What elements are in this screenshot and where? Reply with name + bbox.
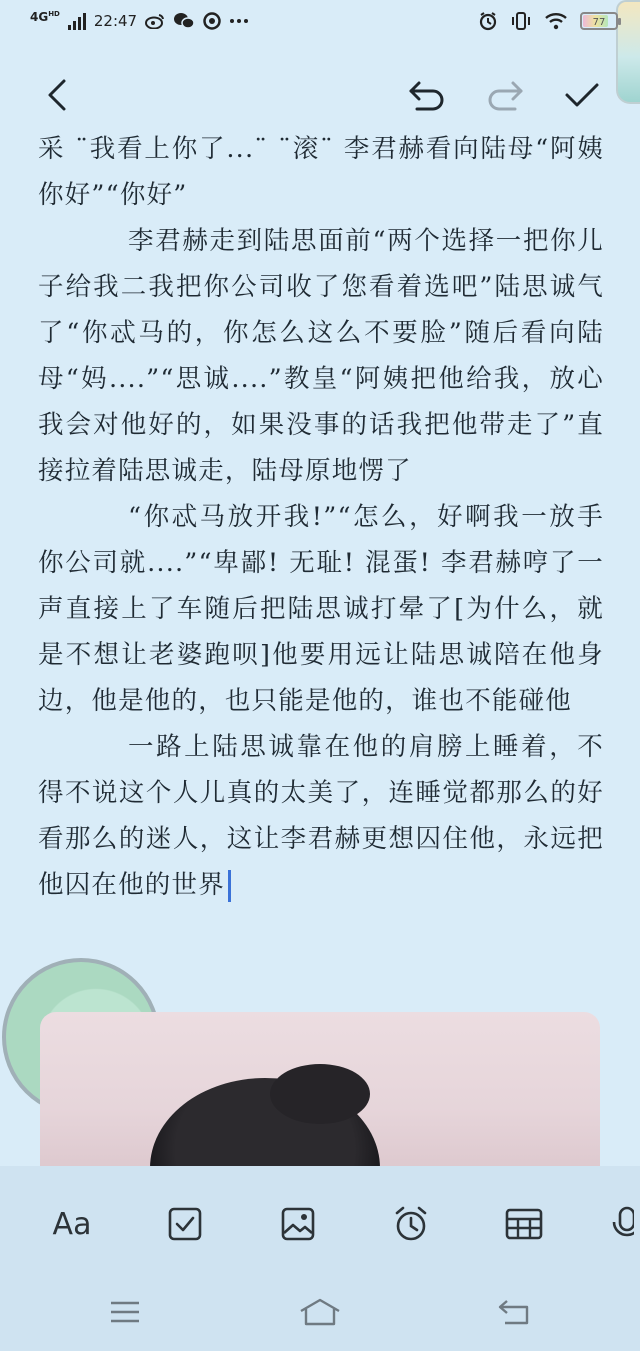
reminder-button[interactable] — [383, 1200, 439, 1248]
microphone-icon — [604, 1206, 634, 1242]
menu-nav-button[interactable] — [95, 1292, 155, 1332]
menu-icon — [109, 1300, 141, 1324]
weibo-icon — [145, 13, 165, 29]
alarm-clock-icon — [392, 1205, 430, 1243]
font-style-icon: Aa — [52, 1206, 92, 1242]
back-icon — [45, 78, 69, 112]
done-button[interactable] — [557, 70, 607, 120]
back-nav-icon — [497, 1298, 531, 1326]
note-paragraph: 采 ¨我看上你了...¨ ¨滚¨ 李君赫看向陆母“阿姨你好”“你好” — [38, 134, 604, 210]
inserted-photo[interactable] — [40, 1012, 600, 1172]
insert-table-button[interactable] — [496, 1200, 552, 1248]
back-button[interactable] — [32, 70, 82, 120]
undo-icon — [407, 79, 447, 111]
checklist-button[interactable] — [157, 1200, 213, 1248]
signal-icon — [68, 12, 86, 30]
table-icon — [505, 1208, 543, 1240]
vibrate-icon — [510, 11, 532, 31]
system-nav-bar — [0, 1276, 640, 1351]
browser-icon — [203, 12, 221, 30]
text-cursor — [228, 870, 231, 902]
editor-toolbar — [0, 60, 640, 130]
home-icon — [298, 1297, 342, 1327]
redo-button[interactable] — [480, 70, 530, 120]
note-paragraph-last — [38, 724, 604, 908]
network-label: 4G — [30, 10, 49, 24]
redo-icon — [485, 79, 525, 111]
clock-time: 22:47 — [93, 12, 138, 30]
network-sup: HD — [48, 10, 60, 18]
wifi-icon — [544, 12, 568, 30]
status-bar — [0, 0, 640, 48]
battery-icon — [580, 12, 618, 30]
status-right — [478, 11, 618, 31]
checkbox-icon — [168, 1207, 202, 1241]
battery-level: 77 — [592, 17, 606, 28]
more-dots-icon — [229, 18, 249, 24]
formatting-toolbar — [0, 1166, 640, 1276]
status-left — [30, 12, 249, 30]
back-nav-button[interactable] — [484, 1292, 544, 1332]
wechat-icon — [173, 12, 195, 30]
image-icon — [281, 1207, 315, 1241]
note-paragraph: “你忒马放开我!”“怎么，好啊我一放手你公司就....”“卑鄙! 无耻! 混蛋! 李君赫哼了一声直接上了车随后把陆思诚打晕了[为什么，就是不想让老婆跑呗]他要用远让陆思诚陪在他身边，他是他的，也只能是他的，谁也不能碰他 — [38, 502, 604, 716]
font-style-button[interactable] — [44, 1200, 100, 1248]
note-text-area[interactable] — [38, 126, 604, 1006]
network-indicator — [30, 10, 60, 24]
note-paragraph: 李君赫走到陆思面前“两个选择一把你儿子给我二我把你公司收了您看着选吧”陆思诚气了“你忒马的，你怎么这么不要脸”随后看向陆母“妈....”“思诚....”教皇“阿姨把他给我，放心我会对他好的，如果没事的话我把他带走了”直接拉着陆思诚走，陆母原地愣了 — [38, 226, 604, 486]
voice-input-button[interactable] — [604, 1200, 640, 1248]
check-icon — [564, 81, 600, 109]
photo-subject-hair-tuft — [270, 1064, 370, 1124]
home-nav-button[interactable] — [290, 1292, 350, 1332]
alarm-icon — [478, 11, 498, 31]
undo-button[interactable] — [402, 70, 452, 120]
insert-image-button[interactable] — [270, 1200, 326, 1248]
note-paragraph-text: 一路上陆思诚靠在他的肩膀上睡着，不得不说这个人儿真的太美了，连睡觉都那么的好看那么的迷人，这让李君赫更想囚住他，永远把他囚在他的世界 — [38, 732, 604, 900]
